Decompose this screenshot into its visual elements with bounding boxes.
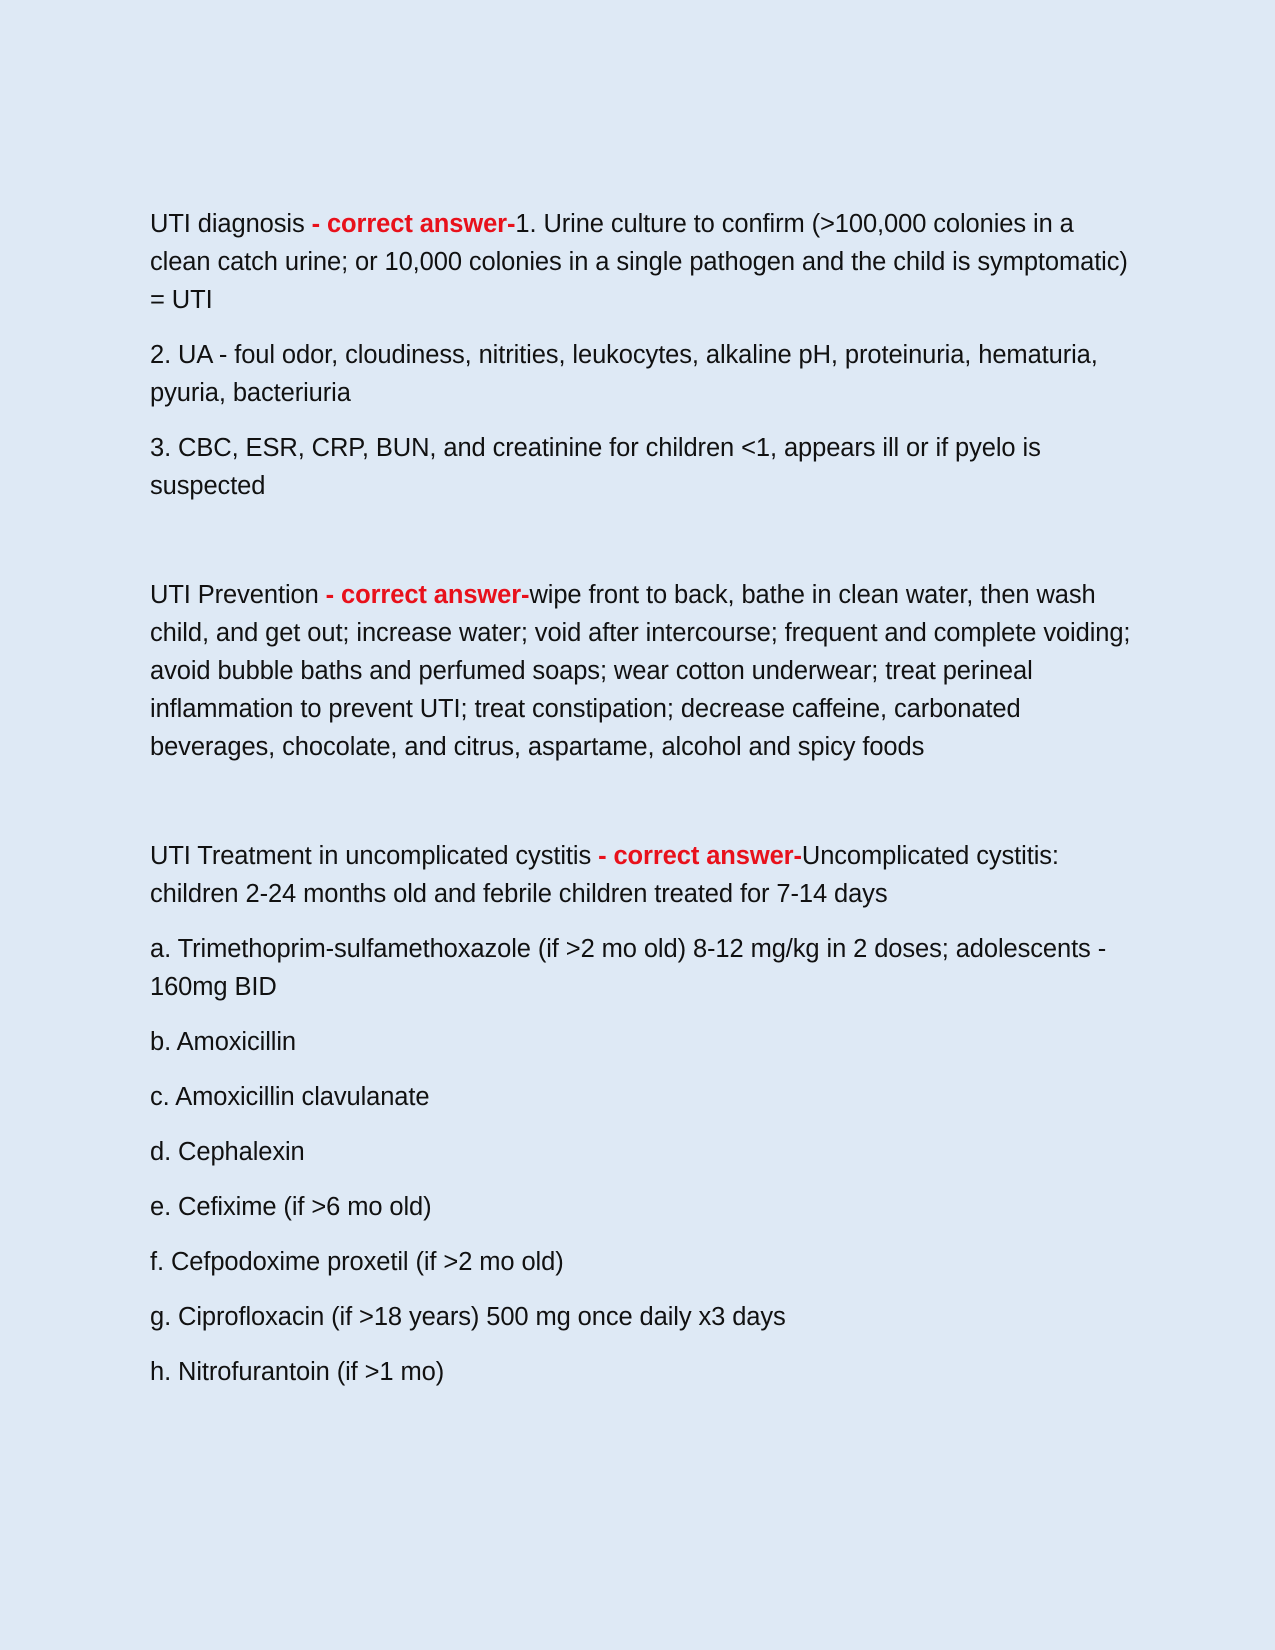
answer-text: 1. Urine culture to confirm (>100,000 colonies in a clean catch urine; or 10,000 colonies in a single pathogen and the child is symptomatic) = UTI — [150, 210, 1128, 314]
answer-text: wipe front to back, bathe in clean water, then wash child, and get out; increase water; void after intercourse; frequent and complete voiding; avoid bubble baths and perfumed soaps; wear cotton underwear; treat perineal inflammation to prevent UTI; treat constipation; decrease caffeine, carbonated beverages, chocolate, and citrus, aspartame, alcohol and spicy foods — [150, 581, 1131, 761]
card-uti-treatment — [150, 837, 1135, 913]
term-text: UTI Prevention — [150, 581, 326, 609]
term-text: UTI diagnosis — [150, 210, 312, 238]
diagnosis-line-2: 2. UA - foul odor, cloudiness, nitrities, leukocytes, alkaline pH, proteinuria, hematuria, pyuria, bacteriuria — [150, 341, 1098, 407]
treatment-line-g: g. Ciprofloxacin (if >18 years) 500 mg once daily x3 days — [150, 1303, 786, 1331]
treatment-line-h: h. Nitrofurantoin (if >1 mo) — [150, 1358, 445, 1386]
treatment-line-a: a. Trimethoprim-sulfamethoxazole (if >2 mo old) 8-12 mg/kg in 2 doses; adolescents - 160mg BID — [150, 935, 1107, 1001]
answer-marker: - correct answer- — [325, 581, 530, 609]
treatment-line-e: e. Cefixime (if >6 mo old) — [150, 1193, 432, 1221]
answer-marker: - correct answer- — [598, 842, 802, 870]
flashcard-content — [150, 205, 1135, 1391]
term-text: UTI Treatment in uncomplicated cystitis — [150, 842, 599, 870]
treatment-line-c: c. Amoxicillin clavulanate — [150, 1083, 430, 1111]
diagnosis-line-3: 3. CBC, ESR, CRP, BUN, and creatinine for children <1, appears ill or if pyelo is suspected — [150, 434, 1041, 500]
card-uti-diagnosis — [150, 205, 1135, 319]
treatment-line-b: b. Amoxicillin — [150, 1028, 296, 1056]
card-uti-prevention — [150, 576, 1135, 766]
answer-text: Uncomplicated cystitis: children 2-24 months old and febrile children treated for 7-14 days — [150, 842, 1059, 908]
answer-marker: - correct answer- — [311, 210, 516, 238]
treatment-line-f: f. Cefpodoxime proxetil (if >2 mo old) — [150, 1248, 564, 1276]
treatment-line-d: d. Cephalexin — [150, 1138, 305, 1166]
